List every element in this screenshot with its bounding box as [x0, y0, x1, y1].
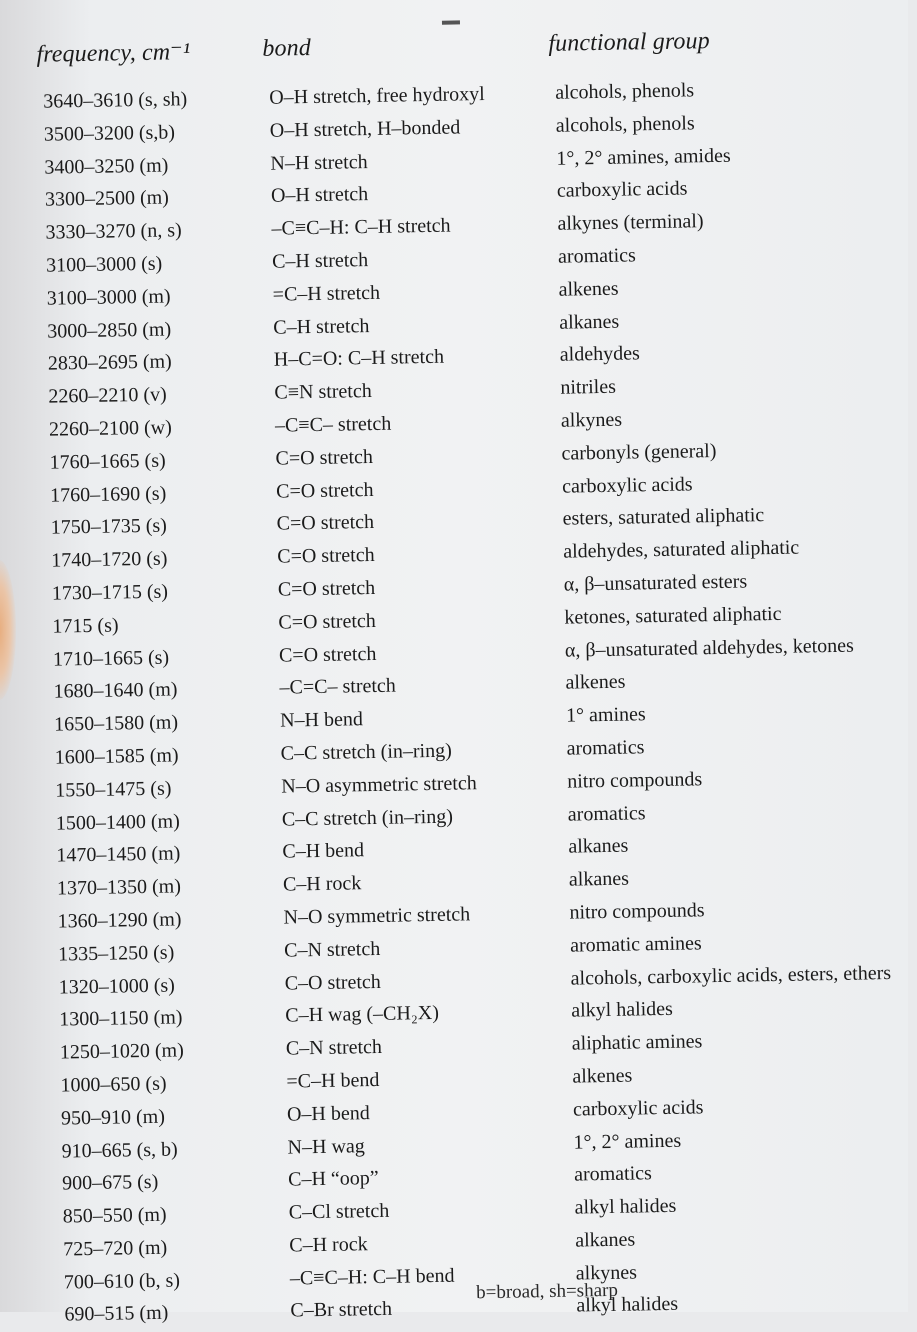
frequency-cell: 1740–1720 (s) — [51, 547, 168, 572]
frequency-cell: 3500–3200 (s,b) — [43, 121, 176, 146]
bond-cell: C–H rock — [282, 872, 362, 896]
bond-cell: O–H stretch, free hydroxyl — [269, 82, 485, 109]
bond-cell: N–H wag — [287, 1134, 365, 1159]
bond-cell: C≡N stretch — [274, 380, 372, 404]
frequency-cell: 1760–1665 (s) — [49, 449, 166, 474]
frequency-cell: 1470–1450 (m) — [56, 842, 181, 867]
table-body — [25, 71, 907, 1332]
frequency-cell: 3300–2500 (m) — [44, 186, 170, 212]
bond-cell: C=O stretch — [276, 511, 375, 536]
frequency-cell: 1750–1735 (s) — [50, 514, 168, 539]
frequency-cell: 1000–650 (s) — [60, 1072, 167, 1097]
functional-group-cell: ketones, saturated aliphatic — [564, 602, 782, 629]
bond-cell: C–H “oop” — [287, 1167, 379, 1191]
functional-group-cell: alkynes (terminal) — [557, 210, 704, 235]
frequency-cell: 1680–1640 (m) — [53, 678, 178, 703]
functional-group-cell: alkynes — [575, 1261, 638, 1285]
functional-group-cell: aromatics — [566, 736, 645, 760]
functional-group-cell: aldehydes, saturated aliphatic — [563, 536, 800, 563]
functional-group-cell: carbonyls (general) — [561, 439, 717, 465]
bond-cell: C=O stretch — [278, 609, 376, 634]
functional-group-cell: alkynes — [560, 408, 623, 432]
bond-cell: =C–H stretch — [272, 281, 381, 306]
bond-cell: –C=C– stretch — [279, 674, 397, 699]
bond-cell: C–Br stretch — [290, 1298, 393, 1323]
frequency-cell: 3330–3270 (n, s) — [45, 219, 182, 244]
frequency-cell: 1550–1475 (s) — [55, 777, 172, 802]
bond-cell: N–O symmetric stretch — [283, 903, 471, 929]
bond-cell: C–H rock — [289, 1233, 368, 1257]
frequency-cell: 910–665 (s, b) — [61, 1137, 178, 1163]
frequency-cell: 1730–1715 (s) — [51, 580, 169, 605]
header-frequency: frequency, cm⁻¹ — [36, 39, 191, 68]
bond-cell: C–H wag (–CH₂X) — [285, 1002, 440, 1027]
header-bond: bond — [262, 34, 312, 62]
bond-cell: C–H stretch — [273, 314, 370, 339]
bond-cell: O–H stretch — [270, 183, 369, 208]
bond-cell: C=O stretch — [278, 642, 377, 667]
functional-group-cell: alkanes — [568, 834, 629, 858]
frequency-cell: 3100–3000 (s) — [45, 252, 163, 277]
frequency-cell: 1600–1585 (m) — [54, 744, 179, 769]
bond-cell: C–C stretch (in–ring) — [280, 739, 452, 765]
functional-group-cell: aldehydes — [559, 342, 640, 367]
frequency-cell: 1760–1690 (s) — [49, 482, 167, 507]
functional-group-cell: alkenes — [572, 1064, 633, 1088]
bond-cell: C=O stretch — [277, 576, 376, 601]
functional-group-cell: 1° amines — [565, 703, 646, 727]
frequency-cell: 900–675 (s) — [61, 1171, 159, 1195]
functional-group-cell: alcohols, carboxylic acids, esters, ethers — [570, 961, 892, 990]
bond-cell: C–H stretch — [271, 249, 369, 273]
functional-group-cell: esters, saturated aliphatic — [562, 504, 765, 531]
functional-group-cell: alkenes — [558, 277, 619, 301]
functional-group-cell: aromatic amines — [569, 932, 702, 957]
frequency-cell: 1250–1020 (m) — [59, 1039, 184, 1064]
frequency-cell: 3000–2850 (m) — [47, 318, 172, 343]
bond-cell: C=O stretch — [277, 544, 375, 568]
functional-group-cell: nitriles — [560, 375, 617, 399]
frequency-cell: 2260–2100 (w) — [48, 416, 172, 441]
frequency-cell: 725–720 (m) — [63, 1236, 168, 1261]
frequency-cell: 700–610 (b, s) — [63, 1269, 181, 1294]
frequency-cell: 3640–3610 (s, sh) — [43, 88, 188, 113]
finger-shadow — [0, 560, 16, 700]
frequency-cell: 1320–1000 (s) — [58, 974, 176, 999]
bond-cell: C–O stretch — [284, 970, 381, 995]
functional-group-cell: alkanes — [559, 310, 620, 334]
bond-cell: O–H bend — [286, 1101, 370, 1126]
functional-group-cell: α, β–unsaturated aldehydes, ketones — [564, 634, 854, 662]
frequency-cell: 690–515 (m) — [64, 1302, 169, 1326]
frequency-cell: 2830–2695 (m) — [47, 350, 172, 376]
functional-group-cell: carboxylic acids — [556, 177, 688, 203]
footer-legend: b=broad, sh=sharp — [475, 1279, 619, 1304]
bond-cell: H–C=O: C–H stretch — [273, 346, 445, 372]
frequency-cell: 3100–3000 (m) — [46, 285, 171, 310]
frequency-cell: 1650–1580 (m) — [53, 711, 179, 736]
functional-group-cell: aliphatic amines — [571, 1030, 703, 1055]
bond-cell: C–C stretch (in–ring) — [281, 805, 454, 831]
bond-cell: N–H stretch — [270, 150, 368, 175]
functional-group-cell: alcohols, phenols — [555, 79, 695, 104]
frequency-cell: 1300–1150 (m) — [59, 1006, 183, 1031]
functional-group-cell: aromatics — [573, 1162, 653, 1186]
frequency-cell: 950–910 (m) — [60, 1105, 166, 1130]
functional-group-cell: carboxylic acids — [572, 1096, 704, 1121]
frequency-cell: 1360–1290 (m) — [57, 908, 182, 933]
functional-group-cell: nitro compounds — [567, 768, 703, 793]
bond-cell: C–Cl stretch — [288, 1199, 390, 1224]
functional-group-cell: 1°, 2° amines — [573, 1129, 682, 1154]
bond-cell: C–N stretch — [285, 1036, 383, 1060]
bond-cell: C–N stretch — [283, 937, 381, 962]
functional-group-cell: aromatics — [567, 801, 646, 826]
bond-cell: N–H bend — [279, 708, 364, 732]
frequency-cell: 1715 (s) — [52, 614, 119, 638]
frequency-cell: 2260–2210 (v) — [48, 383, 167, 408]
frequency-cell: 1500–1400 (m) — [55, 809, 180, 835]
header-functional-group: functional group — [548, 28, 710, 57]
bond-cell: N–O asymmetric stretch — [281, 771, 477, 798]
functional-group-cell: α, β–unsaturated esters — [563, 570, 748, 596]
frequency-cell: 1370–1350 (m) — [56, 875, 182, 900]
functional-group-cell: alkyl halides — [571, 998, 674, 1022]
frequency-cell: 3400–3250 (m) — [44, 154, 169, 179]
functional-group-cell: alkenes — [565, 670, 626, 694]
bond-cell: –C≡C–H: C–H bend — [289, 1264, 455, 1290]
bond-cell: O–H stretch, H–bonded — [269, 116, 461, 142]
functional-group-cell: 1°, 2° amines, amides — [556, 144, 731, 170]
bond-cell: C=O stretch — [275, 478, 374, 503]
page-mark — [442, 20, 460, 24]
bond-cell: C=O stretch — [275, 445, 374, 470]
functional-group-cell: alkyl halides — [574, 1194, 677, 1219]
functional-group-cell: alkanes — [568, 867, 630, 891]
functional-group-cell: nitro compounds — [569, 899, 705, 924]
functional-group-cell: aromatics — [557, 244, 637, 268]
functional-group-cell: alcohols, phenols — [555, 112, 695, 137]
functional-group-cell: carboxylic acids — [561, 472, 693, 498]
ir-table-sheet — [24, 13, 916, 1326]
frequency-cell: 1710–1665 (s) — [52, 646, 170, 671]
bond-cell: =C–H bend — [286, 1068, 380, 1093]
frequency-cell: 850–550 (m) — [62, 1203, 167, 1228]
bond-cell: –C≡C–H: C–H stretch — [271, 214, 451, 240]
functional-group-cell: alkyl halides — [576, 1293, 679, 1318]
bond-cell: –C≡C– stretch — [274, 412, 392, 437]
frequency-cell: 1335–1250 (s) — [57, 941, 175, 966]
functional-group-cell: alkanes — [575, 1228, 636, 1252]
bond-cell: C–H bend — [282, 839, 365, 863]
